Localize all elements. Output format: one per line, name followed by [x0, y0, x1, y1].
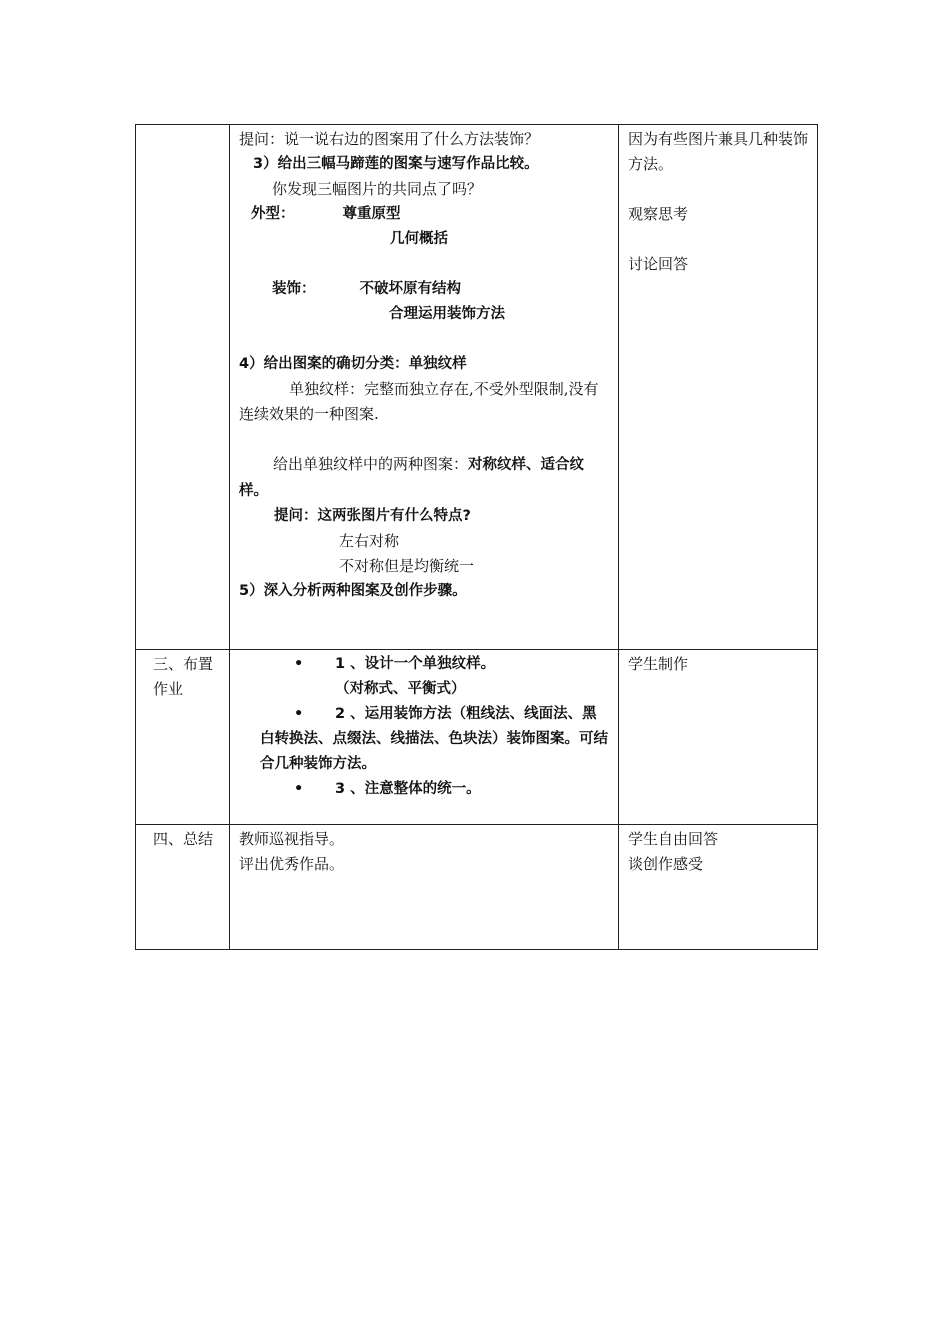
stage-cell	[136, 125, 230, 650]
step-4-heading: 4）给出图案的确切分类：单独纹样	[239, 356, 467, 372]
step-3-heading: 3）给出三幅马蹄莲的图案与速写作品比较。	[253, 156, 539, 172]
question-features: 提问：这两张图片有什么特点?	[274, 508, 471, 524]
two-patterns-names: 对称纹样、适合纹样。	[239, 457, 585, 499]
table-row	[136, 650, 818, 825]
homework-item-1-sub: （对称式、平衡式）	[335, 681, 466, 697]
student-feelings: 谈创作感受	[628, 855, 704, 873]
student-answer: 学生自由回答	[628, 830, 719, 848]
shape-point-2: 几何概括	[390, 231, 448, 247]
table-row	[136, 125, 818, 650]
student-activity-cell	[619, 125, 818, 650]
student-observe: 观察思考	[628, 205, 689, 223]
feature-symmetric: 左右对称	[339, 532, 400, 550]
homework-item-2-text: 2 、运用装饰方法（粗线法、线面法、黑白转换法、点缀法、线描法、色块法）装饰图案。可结合几种装饰方法。	[260, 706, 608, 772]
teacher-activity-cell	[230, 125, 619, 650]
teacher-guide: 教师巡视指导。	[239, 830, 345, 848]
bullet-icon: •	[294, 781, 304, 797]
student-make: 学生制作	[628, 655, 689, 673]
student-activity-cell	[619, 825, 818, 950]
homework-item-3-text: 3 、注意整体的统一。	[335, 781, 481, 797]
homework-cell	[230, 650, 619, 825]
homework-item-3	[260, 777, 610, 802]
question-common-point: 你发现三幅图片的共同点了吗？	[272, 180, 483, 198]
student-note: 因为有些图片兼具几种装饰方法。	[628, 130, 809, 173]
spacer	[628, 177, 811, 202]
two-patterns-line	[239, 452, 610, 504]
teacher-evaluate: 评出优秀作品。	[239, 855, 345, 873]
stage-label: 四、总结	[153, 830, 214, 848]
two-patterns-lead: 给出单独纹样中的两种图案：	[273, 455, 469, 473]
question-line: 提问：说一说右边的图案用了什么方法装饰？	[239, 130, 540, 148]
decoration-label: 装饰：	[272, 281, 316, 297]
spacer	[628, 227, 811, 252]
student-activity-cell	[619, 650, 818, 825]
spacer	[239, 327, 610, 352]
table-row	[136, 825, 818, 950]
step-5-heading: 5）深入分析两种图案及创作步骤。	[239, 583, 467, 599]
feature-balanced: 不对称但是均衡统一	[339, 557, 475, 575]
stage-cell	[136, 825, 230, 950]
bullet-icon: •	[294, 706, 304, 722]
spacer	[239, 252, 610, 277]
homework-item-2	[260, 702, 610, 777]
decoration-line	[239, 277, 610, 302]
shape-point-1: 尊重原型	[342, 206, 401, 222]
shape-label: 外型：	[251, 206, 295, 222]
student-discuss: 讨论回答	[628, 255, 689, 273]
bullet-icon: •	[294, 656, 304, 672]
homework-item-1-text: 1 、设计一个单独纹样。	[335, 656, 496, 672]
decoration-point-2: 合理运用装饰方法	[389, 306, 505, 322]
stage-label: 三、布置作业	[153, 655, 214, 698]
lesson-plan-table	[135, 124, 818, 950]
decoration-point-1: 不破坏原有结构	[359, 281, 461, 297]
spacer	[239, 427, 610, 452]
shape-line	[239, 202, 610, 227]
single-pattern-definition: 单独纹样：完整而独立存在,不受外型限制,没有连续效果的一种图案.	[239, 380, 599, 423]
stage-cell	[136, 650, 230, 825]
teacher-activity-cell	[230, 825, 619, 950]
homework-item-1	[260, 652, 610, 677]
